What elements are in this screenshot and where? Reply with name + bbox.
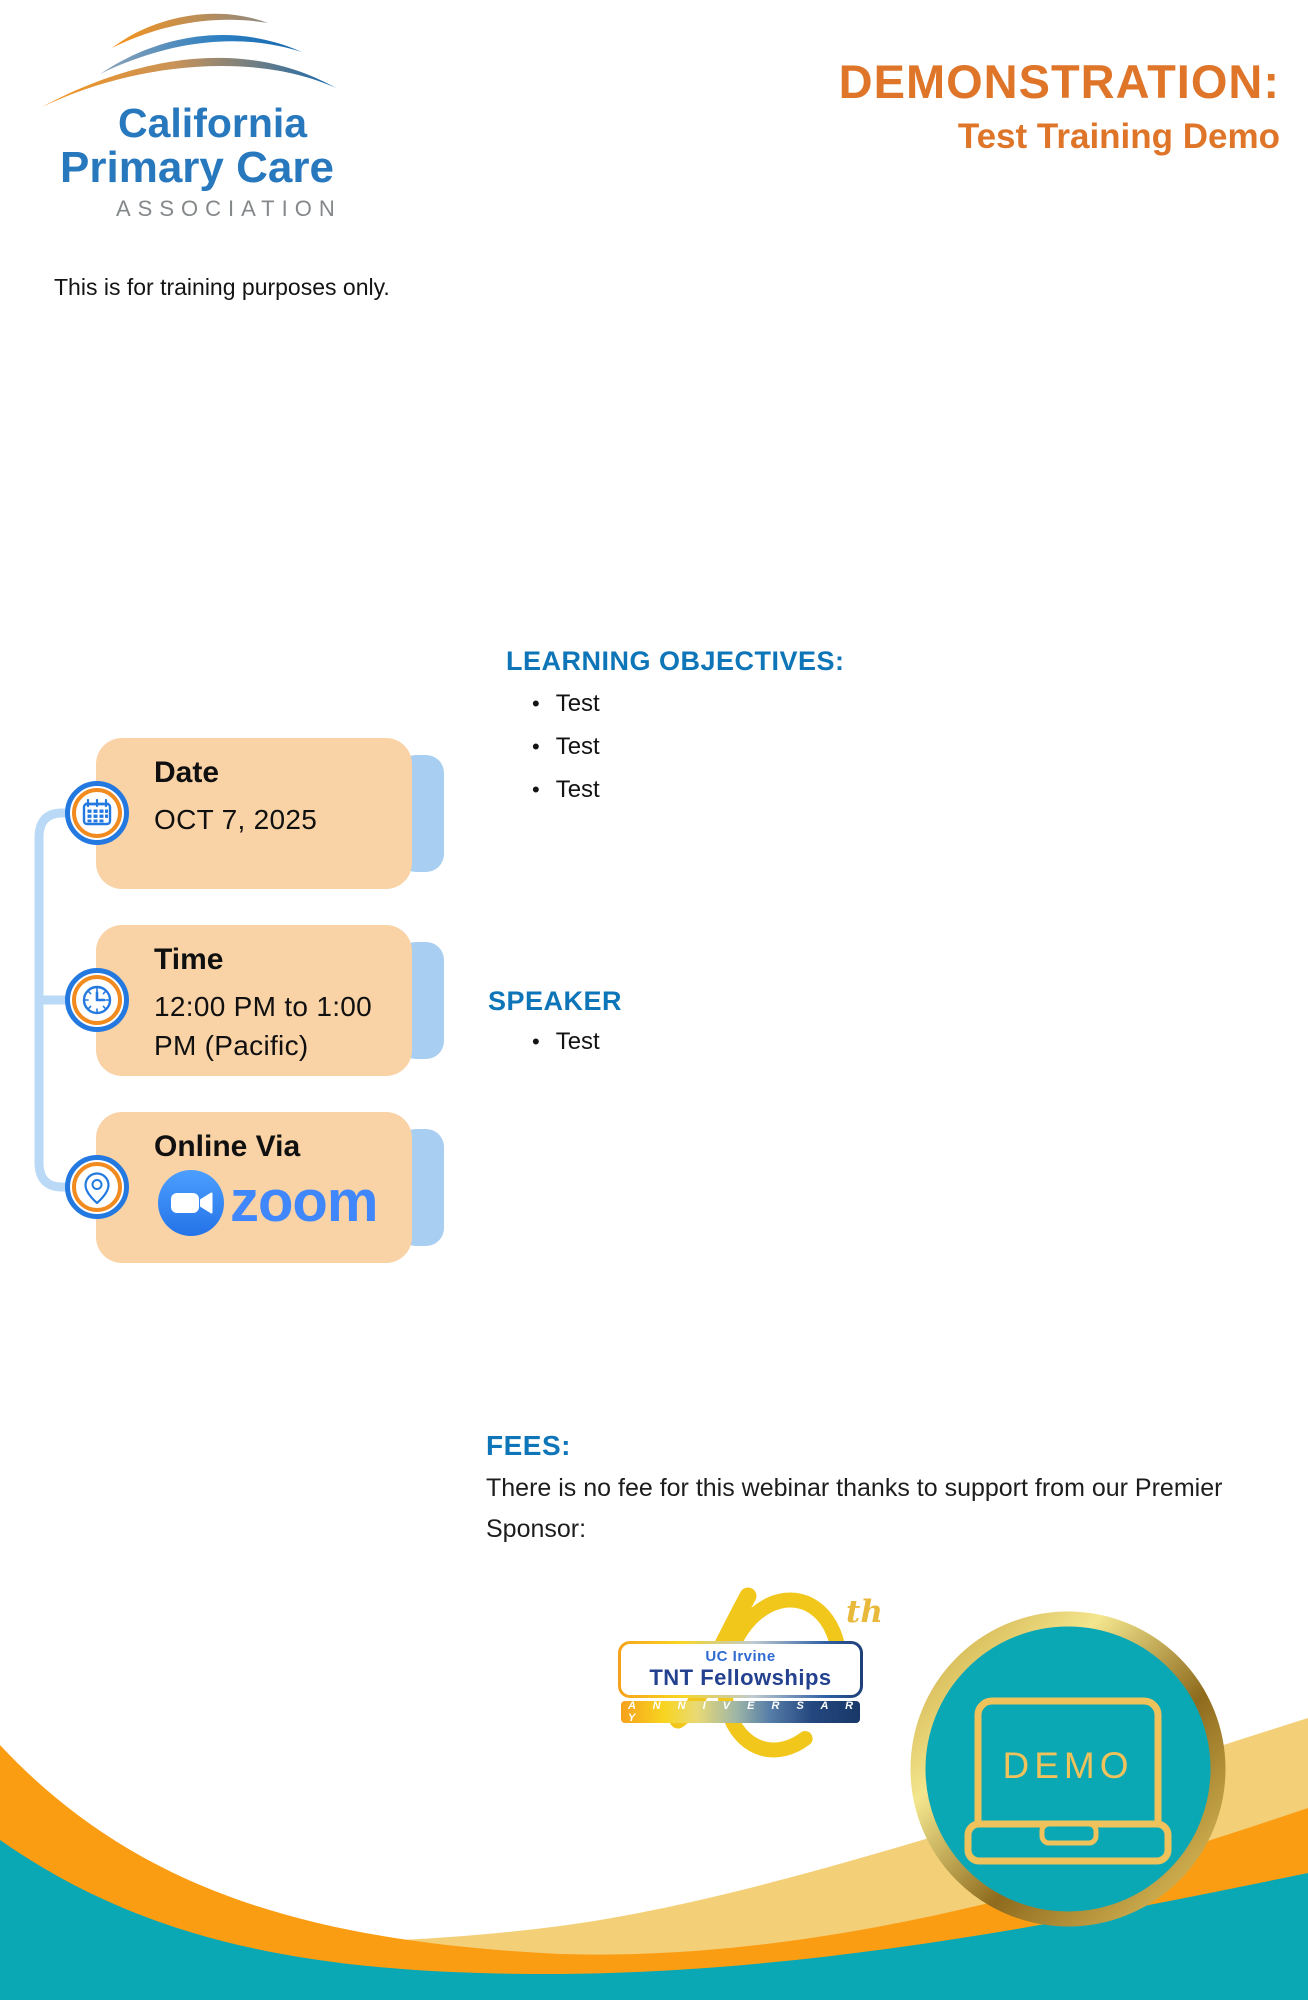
bullet-icon: • bbox=[532, 734, 540, 759]
fees-body: There is no fee for this webinar thanks to support from our Premier Sponsor: bbox=[486, 1474, 1223, 1543]
objective-text: Test bbox=[555, 733, 600, 760]
title-demonstration: DEMONSTRATION: bbox=[838, 55, 1280, 108]
online-via-card bbox=[96, 1112, 412, 1263]
speaker-text: Test bbox=[555, 1028, 600, 1055]
list-item bbox=[532, 733, 600, 761]
tnt-program-label: TNT Fellowships bbox=[649, 1664, 832, 1690]
date-value: OCT 7, 2025 bbox=[154, 804, 318, 835]
zoom-logo bbox=[156, 1168, 392, 1238]
learning-objectives-heading: LEARNING OBJECTIVES: bbox=[506, 646, 845, 676]
speaker-heading: SPEAKER bbox=[488, 986, 623, 1016]
date-label: Date bbox=[154, 756, 220, 789]
cpca-logo-text bbox=[40, 102, 350, 221]
calendar-icon bbox=[64, 780, 130, 846]
list-item bbox=[532, 1028, 600, 1056]
date-card bbox=[96, 738, 412, 889]
tnt-org-label: UC Irvine bbox=[705, 1648, 776, 1666]
video-camera-icon bbox=[156, 1168, 226, 1238]
zoom-wordmark: zoom bbox=[230, 1168, 378, 1234]
objective-text: Test bbox=[555, 776, 600, 803]
disclaimer-text: This is for training purposes only. bbox=[54, 274, 390, 300]
bullet-icon: • bbox=[532, 1029, 540, 1054]
page-title bbox=[839, 54, 1280, 157]
objective-text: Test bbox=[555, 690, 600, 717]
bullet-icon: • bbox=[532, 777, 540, 802]
logo-line-association: ASSOCIATION bbox=[116, 196, 342, 222]
time-card bbox=[96, 925, 412, 1076]
tnt-anniversary-label: A N N I V E R S A R Y bbox=[628, 1700, 861, 1724]
list-item bbox=[532, 690, 600, 718]
cpca-logo-swoosh bbox=[40, 10, 340, 110]
speaker-list bbox=[532, 1028, 600, 1056]
time-label: Time bbox=[154, 943, 224, 976]
fees-heading: FEES: bbox=[486, 1430, 571, 1461]
demo-badge-label: DEMO bbox=[1002, 1745, 1134, 1786]
time-value: 12:00 PM to 1:00 PM (Pacific) bbox=[154, 991, 373, 1062]
bullet-icon: • bbox=[532, 691, 540, 716]
learning-objectives-list bbox=[532, 690, 600, 804]
clock-icon bbox=[64, 967, 130, 1033]
title-subtitle: Test Training Demo bbox=[957, 117, 1280, 156]
tnt-th-ordinal: th bbox=[846, 1594, 883, 1630]
logo-line-primary-care: Primary Care bbox=[60, 142, 334, 192]
logo-line-california: California bbox=[118, 100, 308, 146]
demo-badge bbox=[905, 1606, 1235, 1936]
online-via-label: Online Via bbox=[154, 1130, 301, 1163]
list-item bbox=[532, 776, 600, 804]
location-pin-icon bbox=[64, 1154, 130, 1220]
